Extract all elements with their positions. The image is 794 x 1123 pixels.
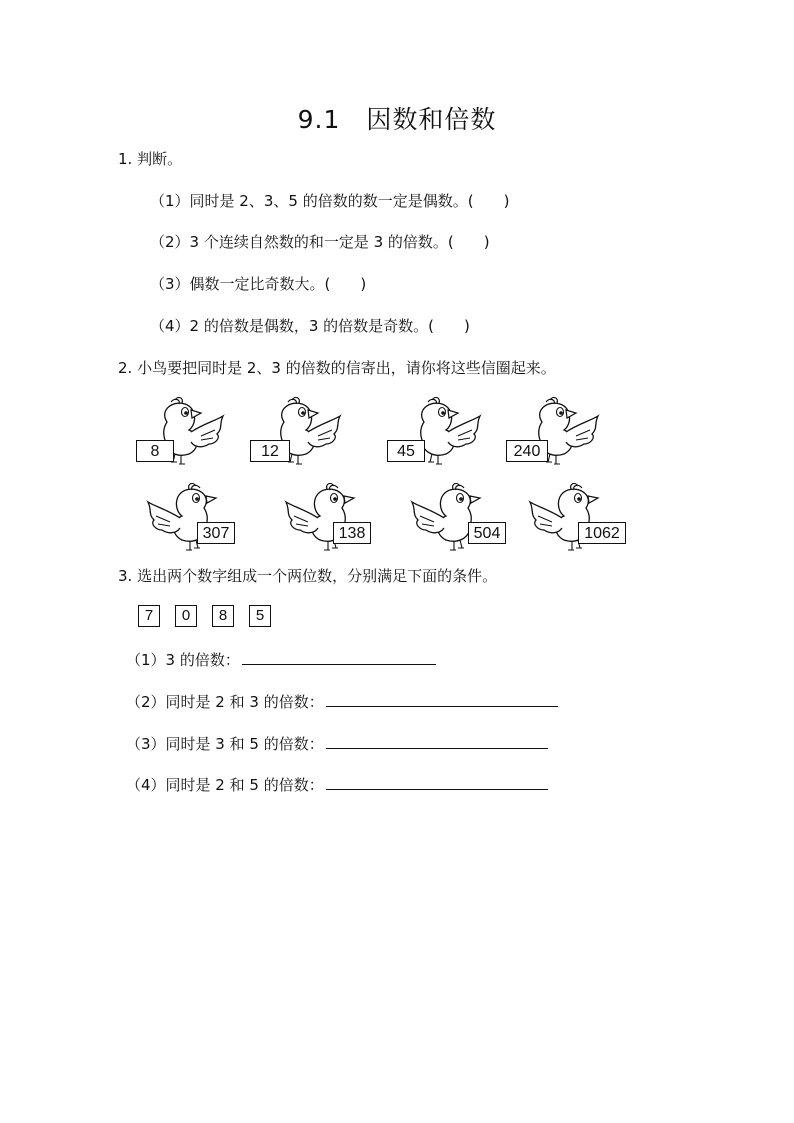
q3-item-label: （2）同时是 2 和 3 的倍数： xyxy=(126,693,324,711)
q1-item-3: （3）偶数一定比奇数大。( ) xyxy=(150,275,367,293)
q3-item-3 xyxy=(126,733,548,754)
letter-number[interactable]: 12 xyxy=(250,440,290,462)
answer-line[interactable] xyxy=(326,692,558,707)
answer-line[interactable] xyxy=(326,734,548,749)
q3-item-2 xyxy=(126,691,558,712)
digit-card: 0 xyxy=(175,605,197,627)
letter-number[interactable]: 45 xyxy=(387,440,425,462)
letter-number[interactable]: 307 xyxy=(197,522,235,544)
q3-item-4 xyxy=(126,774,548,795)
letter-number[interactable]: 504 xyxy=(468,522,506,544)
q3-heading: 3. 选出两个数字组成一个两位数，分别满足下面的条件。 xyxy=(118,567,498,585)
title-number: 9.1 xyxy=(297,105,341,134)
q3-item-label: （4）同时是 2 和 5 的倍数： xyxy=(126,776,324,794)
letter-number[interactable]: 138 xyxy=(333,522,371,544)
letter-number[interactable]: 8 xyxy=(136,440,174,462)
letter-number[interactable]: 240 xyxy=(506,440,548,462)
letter-number[interactable]: 1062 xyxy=(578,522,626,544)
q1-item-1: （1）同时是 2、3、5 的倍数的数一定是偶数。( ) xyxy=(150,192,510,210)
q2-heading: 2. 小鸟要把同时是 2、3 的倍数的信寄出，请你将这些信圈起来。 xyxy=(118,359,556,377)
q1-heading: 1. 判断。 xyxy=(118,150,183,168)
q3-item-label: （3）同时是 3 和 5 的倍数： xyxy=(126,735,324,753)
answer-line[interactable] xyxy=(242,650,436,665)
digit-card: 5 xyxy=(249,605,271,627)
q1-item-2: （2）3 个连续自然数的和一定是 3 的倍数。( ) xyxy=(150,233,490,251)
digit-card: 8 xyxy=(212,605,234,627)
q3-item-label: （1）3 的倍数： xyxy=(126,651,240,669)
digit-card: 7 xyxy=(138,605,160,627)
q1-item-4: （4）2 的倍数是偶数，3 的倍数是奇数。( ) xyxy=(150,317,470,335)
title-text: 因数和倍数 xyxy=(366,105,497,134)
page-title xyxy=(0,100,794,136)
answer-line[interactable] xyxy=(326,775,548,790)
q3-item-1 xyxy=(126,649,436,670)
